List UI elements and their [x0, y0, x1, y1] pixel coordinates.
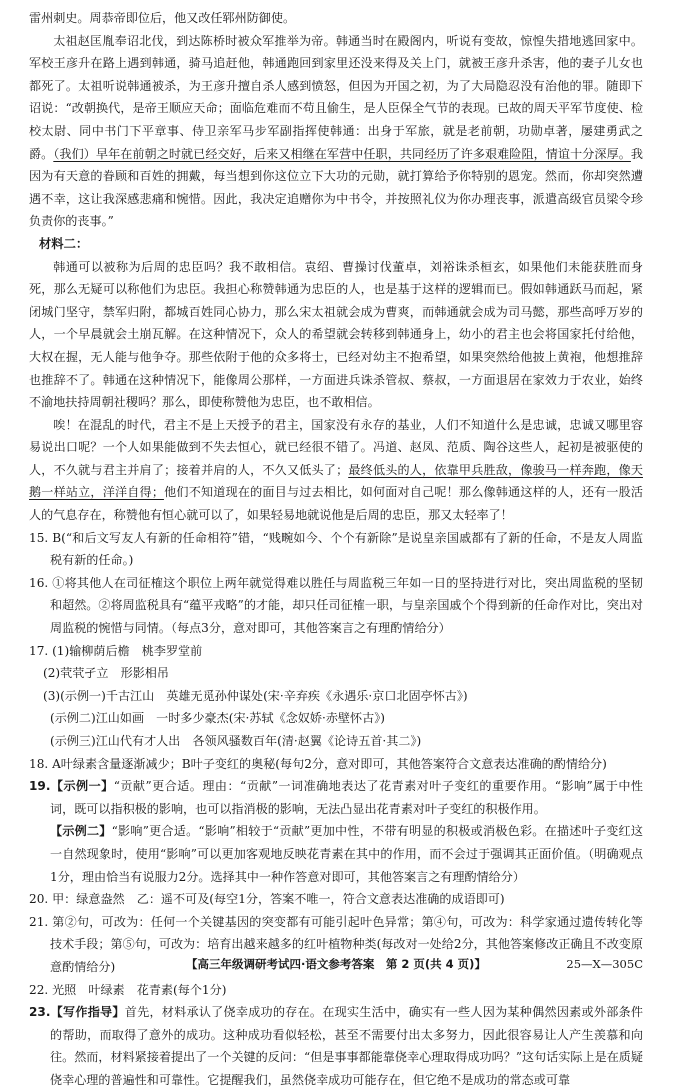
material1-line0: 雷州刺史。周恭帝即位后，他又改任郓州防御使。 — [29, 11, 296, 25]
answer-23 — [29, 1001, 643, 1091]
footer-title: 【高三年级调研考试四·语文参考答案 第 2 页(共 4 页)】 — [186, 957, 486, 971]
page-footer — [29, 954, 643, 974]
answer-15: 15. B(“和后文写友人有新的任命相符”错，“贱畹如今、个个有新除”是说皇亲国戚都有了新的任命，不是友人周监税有新的任命。) — [29, 530, 643, 568]
material2-paragraph-2 — [29, 414, 643, 527]
answer-17-1: 17. (1)输柳荫后檐 桃李罗堂前 — [29, 643, 203, 658]
material2-underlined-sentence: 最终低头的人，依靠甲兵胜敌，像骏马一样奔跑，像天鹅一样站立，洋洋自得； — [29, 462, 643, 500]
material2-text: 唉！在混乱的时代，君主不是上天授予的君主，国家没有永存的基业，人们不知道什么是忠诚，忠诚又哪里容易说出口呢？一个人如果能做到不失去恒心，就已经很不错了。冯道、赵凤、范质、陶谷这些人，起初是被驱使的人，不久就与君主并肩了；接着并肩的人，不久又低头了； — [29, 417, 643, 477]
answer-17-3a: (3)(示例一)千古江山 英雄无觅孙仲谋处(宋·辛弃疾《永遇乐·京口北固亭怀古》) — [43, 688, 468, 703]
answer-16: 16. ①将其他人在司征榷这个职位上两年就觉得难以胜任与周监税三年如一日的坚持进行对比，突出周监税的坚韧和超然。②将周监税具有“蕴平戎略”的才能，却只任司征榷一职，与皇亲国戚个个得到新的任命作对比，突出对周监税的惋惜与同情。（每点3分，意对即可，其他答案言之有理酌情给分） — [29, 575, 643, 636]
answer-17-3b: (示例二)江山如画 一时多少豪杰(宋·苏轼《念奴娇·赤壁怀古》) — [50, 711, 385, 726]
answer-20: 20. 甲：绿意盎然 乙：遥不可及(每空1分，答案不唯一，符合文意表达准确的成语即可) — [29, 892, 505, 907]
answer-19-text-2: “影响”更合适。“影响”相较于“贡献”更加中性，不带有明显的积极或消极色彩。在描述叶子变红这一自然现象时，使用“影响”可以更加客观地反映花青素在其中的作用，而不会过于强调其正面价值。（明确观点1分，理由恰当有说服力2分。选择其中一种作答意对即可，其他答案言之有理酌情给分） — [50, 824, 643, 884]
footer-code: 25—X—305C — [566, 957, 643, 971]
answer-22: 22. 光照 叶绿素 花青素(每个1分) — [29, 982, 227, 997]
material2-paragraph-1: 韩通可以被称为后周的忠臣吗？我不敢相信。袁绍、曹操讨伐董卓，刘裕诛杀桓玄，如果他们未能获胜而身死，那么无疑可以称他们为忠臣。我担心称赞韩通为忠臣的人，也是基于这样的逻辑而已。假如韩通跃马而起，紧闭城门坚守，禁军归附，都城百姓同心协力，那么宋太祖就会成为曹爽，而韩通就会成为司马懿，那些高呼万岁的人，一个早晨就会土崩瓦解。在这种情况下，众人的希望就会转移到韩通身上，幼小的君主也会将国家托付给他，大权在握，无人能与他争夺。那些依附于他的众多将士，已经对幼主不抱希望，如果突然给他披上黄袍，他想推辞也推辞不了。韩通在这种情况下，能像周公那样，一方面进兵诛杀管叔、蔡叔，一方面退居在家效力于农业，始终不渝地扶持周朝社稷吗？那么，即使称赞他为忠臣，也不敢相信。 — [29, 259, 643, 410]
answer-19-example-2 — [29, 820, 643, 888]
material1-text: 太祖赵匡胤奉诏北伐，到达陈桥时被众军推举为帝。韩通当时在殿阁内，听说有变故，惊惶失措地逃回家中。军校王彦升在路上遇到韩通，骑马追赶他，韩通跑回到家里还没来得及关上门，就被王彦升杀害，他的妻子儿女也都死了。太祖听说韩通被杀，为王彦升擅自杀人感到愤怒，但因为开国之初，为了大局隐忍没有治他的罪。随即下诏说：“改朝换代，是帝王顺应天命；面临危难而不苟且偷生，是人臣保全气节的表现。已故的周天平军节度使、检校太尉、同中书门下平章事、侍卫亲军马步军副指挥使韩通：出身于军旅，就是老前朝，功勋卓著，屡建勇武之爵。 — [29, 33, 643, 161]
answer-17-2: (2)茕茕孑立 形影相吊 — [43, 666, 169, 681]
answer-23-text: 首先，材料承认了侥幸成功的存在。在现实生活中，确实有一些人因为某种偶然因素或外部条件的帮助，而取得了意外的成功。这种成功看似轻松，甚至不需要付出太多努力，因此很容易让人产生羡慕和向往。然而，材料紧接着提出了一个关键的反问：“但是事事都能靠侥幸心理取得成功吗？”这句话实际上是在质疑侥幸心理的普遍性和可靠性。它提醒我们，虽然侥幸成功可能存在，但它绝不是成功的常态或可靠 — [50, 1005, 643, 1087]
answer-23-label: 23.【写作指导】 — [29, 1005, 125, 1020]
material1-paragraph — [29, 30, 643, 233]
answer-19-label-2: 【示例二】 — [50, 824, 112, 839]
answer-19-label-1: 19.【示例一】 — [29, 779, 114, 794]
material1-underlined-sentence: （我们）早年在前朝之时就已经交好，后来又相继在军营中任职，共同经历了许多艰难险阻，情谊十分深厚。 — [53, 146, 631, 161]
answer-17-3c: (示例三)江山代有才人出 各领风骚数百年(清·赵翼《论诗五首·其二》) — [50, 734, 422, 748]
answer-18: 18. A叶绿素含量逐渐减少；B叶子变红的奥秘(每句2分，意对即可，其他答案符合文意表达准确的酌情给分) — [29, 756, 607, 771]
answer-19-text-1: “贡献”更合适。理由：“贡献”一词准确地表达了花青素对叶子变红的重要作用。“影响”属于中性词，既可以指积极的影响，也可以指消极的影响，无法凸显出花青素对叶子变红的积极作用。 — [50, 779, 643, 816]
material2-text-end: 他们不知道现在的面目与过去相比，如何面对自己呢！那么像韩通这样的人，还有一股活人的气息存在，称赞他有恒心就可以了，如果轻易地就说他是后周的忠臣，那又太轻率了！ — [29, 485, 643, 523]
answer-21: 21. 第②句，可改为：任何一个关键基因的突变都有可能引起叶色异常；第④句，可改为：科学家通过遗传转化等技术手段；第⑤句，可改为：培育出越来越多的红叶植物种类(每改对一处给2分，其他答案修改正确且不改变原意酌情给分) — [29, 914, 643, 974]
material1-text-end: 我因为有天意的眷顾和百姓的拥戴，每当想到你这位立下大功的元勋，就打算给予你特别的恩宠。然而，你却突然遭遇不幸，这让我深感悲痛和惋惜。因此，我决定追赠你为中书令，并按照礼仪为你办理丧事，派遣高级官员梁令珍负责你的丧事。” — [29, 146, 643, 229]
answer-19-example-1 — [29, 775, 643, 820]
material2-heading: 材料二： — [39, 236, 89, 251]
